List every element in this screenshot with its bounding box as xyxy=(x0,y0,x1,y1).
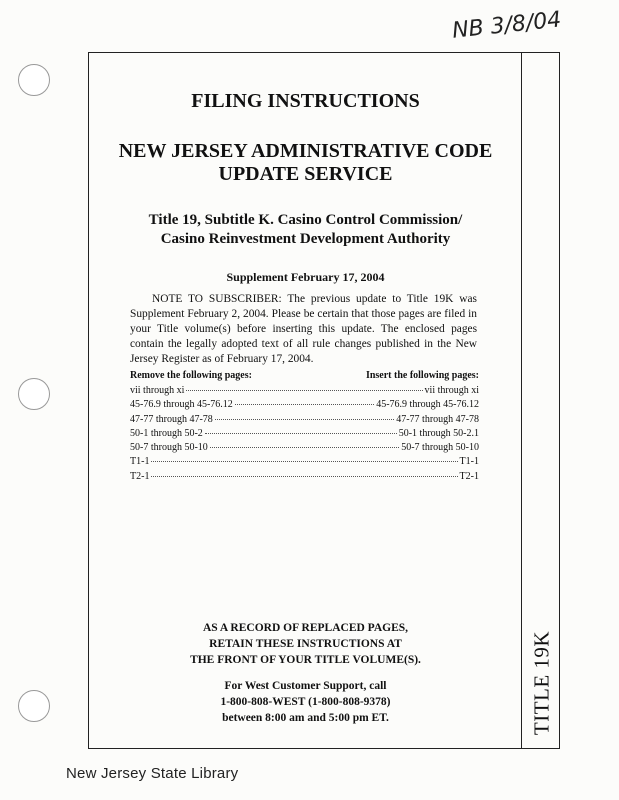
dot-leader xyxy=(186,390,422,391)
supplement-date: Supplement February 17, 2004 xyxy=(226,270,385,284)
dot-leader xyxy=(151,476,457,477)
remove-pages: 47-77 through 47-78 xyxy=(130,413,213,425)
remove-pages: 45-76.9 through 45-76.12 xyxy=(130,399,233,411)
remove-pages: 50-1 through 50-2 xyxy=(130,427,203,439)
record-line-2: RETAIN THESE INSTRUCTIONS AT xyxy=(209,638,402,650)
subtitle-line-2: Casino Reinvestment Development Authority xyxy=(160,231,451,247)
remove-header: Remove the following pages: xyxy=(130,370,252,381)
insert-pages: 50-7 through 50-10 xyxy=(401,442,479,454)
punch-hole-top xyxy=(18,64,50,96)
insert-pages: 45-76.9 through 45-76.12 xyxy=(376,399,479,411)
dot-leader xyxy=(215,419,394,420)
record-line-3: THE FRONT OF YOUR TITLE VOLUME(S). xyxy=(190,654,421,666)
remove-pages: 50-7 through 50-10 xyxy=(130,442,208,454)
dot-leader xyxy=(210,447,399,448)
pages-table xyxy=(130,370,479,485)
table-row xyxy=(130,456,479,470)
remove-pages: vii through xi xyxy=(130,385,185,396)
table-row xyxy=(130,442,479,456)
remove-pages: T2-1 xyxy=(130,470,150,482)
table-row xyxy=(130,471,479,485)
support-phone: 1-800-808-WEST (1-800-808-9378) xyxy=(220,696,391,708)
support-hours: between 8:00 am and 5:00 pm ET. xyxy=(222,712,389,724)
remove-pages: T1-1 xyxy=(130,456,150,468)
title-tab xyxy=(527,628,557,738)
dot-leader xyxy=(205,433,397,434)
dot-leader xyxy=(235,404,374,405)
pages-table-header xyxy=(130,370,479,385)
page-title: FILING INSTRUCTIONS xyxy=(191,90,420,112)
insert-pages: 50-1 through 50-2.1 xyxy=(398,427,479,439)
code-heading-line-1: NEW JERSEY ADMINISTRATIVE CODE xyxy=(118,140,493,162)
library-stamp: New Jersey State Library xyxy=(66,765,239,782)
insert-pages: vii through xi xyxy=(424,385,479,396)
code-heading-line-2: UPDATE SERVICE xyxy=(218,163,393,185)
dot-leader xyxy=(151,461,457,462)
insert-pages: T1-1 xyxy=(459,456,479,468)
table-row xyxy=(130,428,479,442)
punch-hole-middle xyxy=(18,378,50,410)
handwritten-annotation: NB 3/8/04 xyxy=(451,7,563,44)
table-row xyxy=(130,385,479,399)
insert-pages: T2-1 xyxy=(459,470,479,482)
insert-pages: 47-77 through 47-78 xyxy=(396,413,479,425)
table-row xyxy=(130,399,479,413)
tab-label-text: TITLE 19K xyxy=(529,630,554,736)
support-line-1: For West Customer Support, call xyxy=(224,680,387,692)
record-line-1: AS A RECORD OF REPLACED PAGES, xyxy=(202,622,409,634)
tab-divider xyxy=(521,52,522,749)
punch-hole-bottom xyxy=(18,690,50,722)
insert-header: Insert the following pages: xyxy=(365,370,479,381)
subtitle-line-1: Title 19, Subtitle K. Casino Control Commission/ xyxy=(148,212,463,228)
subscriber-note: NOTE TO SUBSCRIBER: The previous update to Title 19K was Supplement February 2, 2004. Please be certain that those pages are filed in your Title volume(s) before inserting this update. The enclosed pages contain the legally adopted text of all rule changes published in the New Jersey Register as of February 17, 2004. xyxy=(130,293,477,365)
table-row xyxy=(130,414,479,428)
